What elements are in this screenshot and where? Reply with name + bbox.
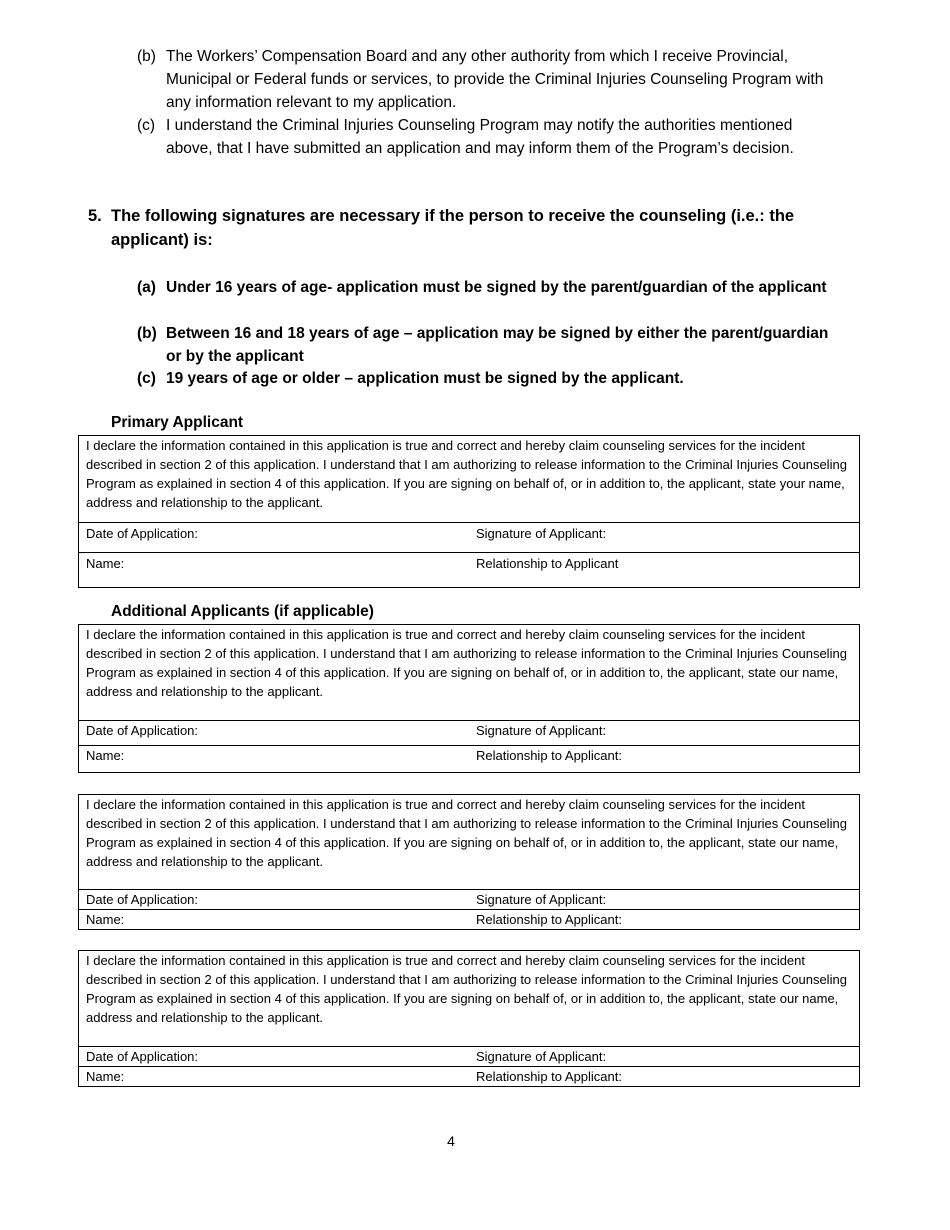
item-text: Between 16 and 18 years of age – application may be signed by either the parent/guardian or by the applicant [166, 325, 829, 365]
name-field[interactable]: Name: [79, 553, 470, 588]
page-number: 4 [447, 1133, 455, 1149]
age-rule-c [137, 367, 837, 390]
date-of-application-field[interactable]: Date of Application: [79, 721, 470, 746]
signature-of-applicant-field[interactable]: Signature of Applicant: [469, 523, 860, 553]
item-label: (b) [137, 325, 157, 342]
date-of-application-field[interactable]: Date of Application: [79, 523, 470, 553]
relationship-field[interactable]: Relationship to Applicant [469, 553, 860, 588]
age-rule-b [137, 322, 837, 368]
item-text: 19 years of age or older – application must be signed by the applicant. [166, 370, 684, 387]
declaration-text: I declare the information contained in this application is true and correct and hereby claim counseling services for the incident described in section 2 of this application. I understand that I am authorizing to release information to the Criminal Injuries Counseling Program as explained in section 4 of this application. If you are signing on behalf of, or in addition to, the applicant, state our name, address and relationship to the applicant. [79, 625, 860, 721]
section-number: 5. [88, 207, 102, 225]
declaration-text: I declare the information contained in this application is true and correct and hereby claim counseling services for the incident described in section 2 of this application. I understand that I am authorizing to release information to the Criminal Injuries Counseling Program as explained in section 4 of this application. If you are signing on behalf of, or in addition to, the applicant, state our name, address and relationship to the applicant. [79, 795, 860, 890]
additional-applicant-form-1 [78, 624, 860, 773]
signature-of-applicant-field[interactable]: Signature of Applicant: [469, 1047, 860, 1067]
name-field[interactable]: Name: [79, 746, 470, 773]
item-label: (a) [137, 279, 156, 296]
relationship-field[interactable]: Relationship to Applicant: [469, 1067, 860, 1087]
name-field[interactable]: Name: [79, 1067, 470, 1087]
declaration-text: I declare the information contained in this application is true and correct and hereby claim counseling services for the incident described in section 2 of this application. I understand that I am authorizing to release information to the Criminal Injuries Counseling Program as explained in section 4 of this application. If you are signing on behalf of, or in addition to, the applicant, state your name, address and relationship to the applicant. [79, 436, 860, 523]
signature-of-applicant-field[interactable]: Signature of Applicant: [469, 890, 860, 910]
primary-applicant-heading: Primary Applicant [111, 414, 244, 431]
age-rule-a [137, 276, 837, 299]
consent-item-b [137, 45, 837, 114]
name-field[interactable]: Name: [79, 910, 470, 930]
additional-applicants-heading: Additional Applicants (if applicable) [111, 603, 374, 620]
additional-applicant-form-2 [78, 794, 860, 930]
additional-applicant-form-3 [78, 950, 860, 1087]
item-text: Under 16 years of age- application must be signed by the parent/guardian of the applicant [166, 279, 827, 296]
relationship-field[interactable]: Relationship to Applicant: [469, 746, 860, 773]
section-5-heading [88, 204, 818, 252]
date-of-application-field[interactable]: Date of Application: [79, 1047, 470, 1067]
item-text: The Workers’ Compensation Board and any other authority from which I receive Provincial, Municipal or Federal funds or services, to provide the Criminal Injuries Counseling Program with any information relevant to my application. [166, 48, 824, 111]
item-label: (b) [137, 48, 156, 65]
item-text: I understand the Criminal Injuries Counseling Program may notify the authorities mentioned above, that I have submitted an application and may inform them of the Program’s decision. [166, 117, 794, 157]
consent-item-c [137, 114, 837, 160]
relationship-field[interactable]: Relationship to Applicant: [469, 910, 860, 930]
section-text: The following signatures are necessary if the person to receive the counseling (i.e.: the applicant) is: [111, 207, 795, 249]
primary-applicant-form [78, 435, 860, 588]
signature-of-applicant-field[interactable]: Signature of Applicant: [469, 721, 860, 746]
item-label: (c) [137, 117, 156, 134]
date-of-application-field[interactable]: Date of Application: [79, 890, 470, 910]
declaration-text: I declare the information contained in this application is true and correct and hereby claim counseling services for the incident described in section 2 of this application. I understand that I am authorizing to release information to the Criminal Injuries Counseling Program as explained in section 4 of this application. If you are signing on behalf of, or in addition to, the applicant, state our name, address and relationship to the applicant. [79, 951, 860, 1047]
item-label: (c) [137, 370, 156, 387]
